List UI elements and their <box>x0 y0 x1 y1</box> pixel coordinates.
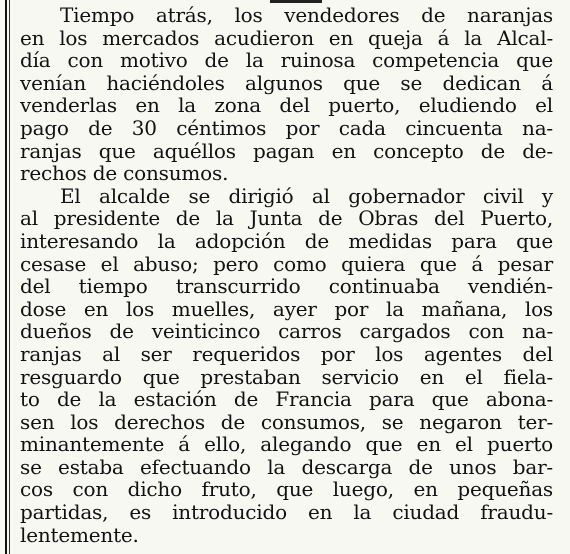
text-line: cesase el abuso; pero como quiera que á pesar <box>20 251 553 276</box>
text-line: ranjas que aquéllos pagan en concepto de de- <box>20 138 553 163</box>
text-line: se estaba efectuando la descarga de unos bar- <box>20 454 553 479</box>
text-line: interesando la adopción de medidas para que <box>20 228 553 253</box>
text-line: ranjas al ser requeridos por los agentes del <box>20 341 553 366</box>
text-line: minantemente á ello, alegando que en el puerto <box>20 432 553 457</box>
text-line: Tiempo atrás, los vendedores de naranjas <box>60 3 553 27</box>
text-line: lentemente. <box>20 522 139 547</box>
text-line: resguardo que prestaban servicio en el fiela- <box>20 364 553 389</box>
text-line: partidas, es introducido en la ciudad fraudu- <box>20 500 553 525</box>
text-line: rechos de consumos. <box>20 161 229 186</box>
text-line: día con motivo de la ruinosa competencia que <box>20 48 553 73</box>
paragraph-2 <box>20 185 553 547</box>
text-line: del tiempo transcurrido continuaba vendién- <box>20 274 553 299</box>
text-line: al presidente de la Junta de Obras del Puerto, <box>20 206 553 231</box>
column-rule-inner <box>9 0 10 554</box>
article-column <box>20 4 553 546</box>
text-line: pago de 30 céntimos por cada cincuenta na- <box>20 115 553 140</box>
text-line: cos con dicho fruto, que luego, en pequeñas <box>20 477 553 502</box>
column-rule <box>5 0 7 554</box>
paragraph-1 <box>20 4 553 185</box>
text-line: sen los derechos de consumos, se negaron ter- <box>20 409 553 434</box>
text-line: to de la estación de Francia para que abona- <box>20 387 553 412</box>
text-line: venderlas en la zona del puerto, eludiendo el <box>20 93 553 118</box>
text-line: venían haciéndoles algunos que se dedican á <box>20 70 553 95</box>
text-line: dose en los muelles, ayer por la mañana, los <box>20 296 553 321</box>
text-line: en los mercados acudieron en queja á la Alcal- <box>20 25 553 50</box>
text-line: dueños de veinticinco carros cargados con na- <box>20 319 553 344</box>
text-line: El alcalde se dirigió al gobernador civil y <box>60 183 553 208</box>
